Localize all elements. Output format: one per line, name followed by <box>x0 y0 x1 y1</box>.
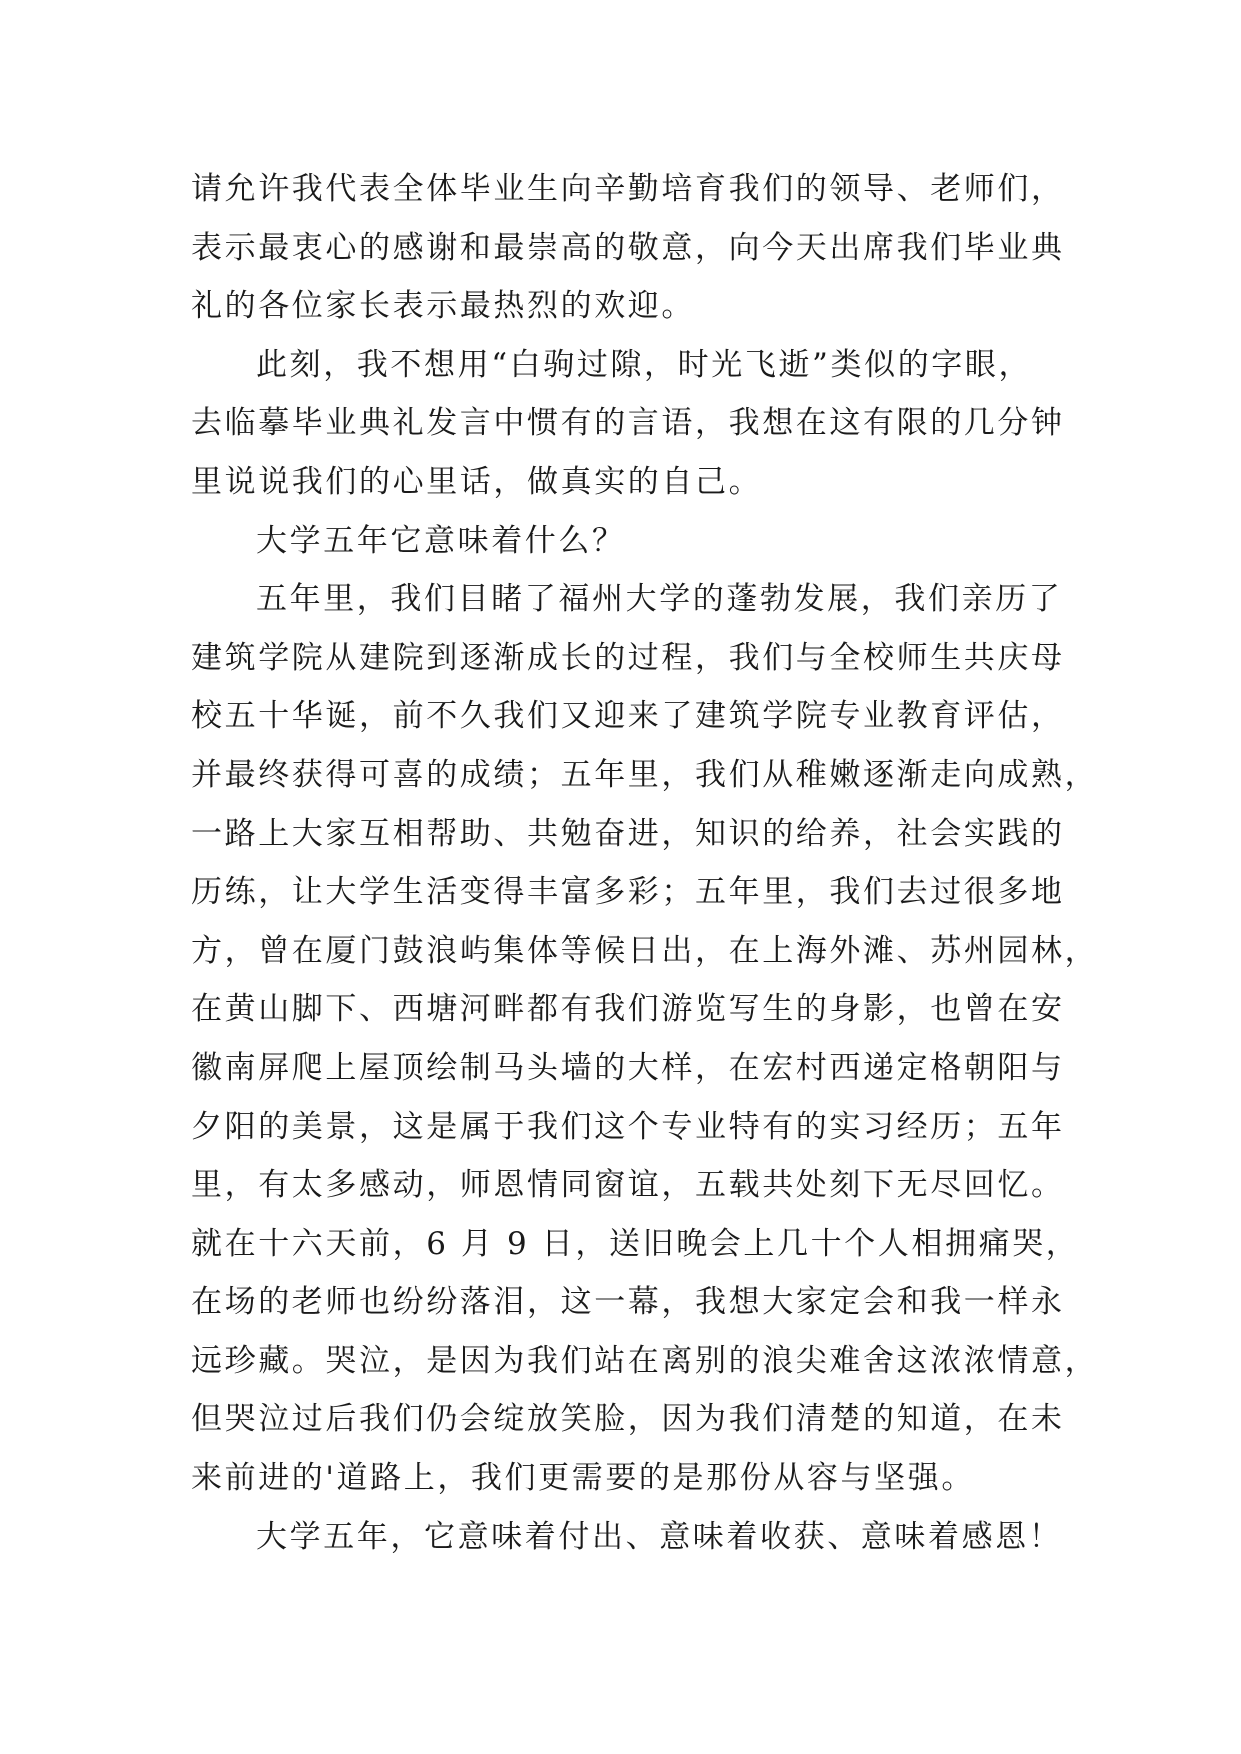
text-line: 方，曾在厦门鼓浪屿集体等候日出，在上海外滩、苏州园林， <box>191 932 1099 969</box>
text-line: 就在十六天前，6 月 9 日，送旧晚会上几十个人相拥痛哭， <box>191 1225 1080 1262</box>
text-line: 去临摹毕业典礼发言中惯有的言语，我想在这有限的几分钟 <box>191 405 1065 442</box>
text-line: 徽南屏爬上屋顶绘制马头墙的大样，在宏村西递定格朝阳与 <box>191 1049 1065 1086</box>
text-line: 里，有太多感动，师恩情同窗谊，五载共处刻下无尽回忆。 <box>191 1167 1065 1204</box>
text-line: 请允许我代表全体毕业生向辛勤培育我们的领导、老师们， <box>191 171 1065 207</box>
text-line: 校五十华诞，前不久我们又迎来了建筑学院专业教育评估， <box>191 698 1065 735</box>
text-line: 并最终获得可喜的成绩；五年里，我们从稚嫩逐渐走向成熟， <box>191 756 1099 793</box>
speech-body <box>191 160 1099 1566</box>
text-line: 远珍藏。哭泣，是因为我们站在离别的浪尖难舍这浓浓情意， <box>191 1342 1099 1379</box>
text-line: 一路上大家互相帮助、共勉奋进，知识的给养，社会实践的 <box>191 815 1065 852</box>
closing-line: 大学五年，它意味着付出、意味着收获、意味着感恩！ <box>256 1518 1063 1555</box>
paragraph-start-line: 此刻，我不想用“白驹过隙，时光飞逝”类似的字眼， <box>256 346 1033 383</box>
text-line: 夕阳的美景，这是属于我们这个专业特有的实习经历；五年 <box>191 1108 1065 1145</box>
text-line: 建筑学院从建院到逐渐成长的过程，我们与全校师生共庆母 <box>191 639 1065 676</box>
text-line: 里说说我们的心里话，做真实的自己。 <box>191 463 763 500</box>
paragraph-start-line: 五年里，我们目睹了福州大学的蓬勃发展，我们亲历了 <box>256 581 1063 618</box>
text-line: 礼的各位家长表示最热烈的欢迎。 <box>191 288 695 325</box>
text-line: 在场的老师也纷纷落泪，这一幕，我想大家定会和我一样永 <box>191 1284 1065 1321</box>
text-line: 表示最衷心的感谢和最崇高的敬意，向今天出席我们毕业典 <box>191 229 1065 266</box>
text-line: 历练，让大学生活变得丰富多彩；五年里，我们去过很多地 <box>191 874 1065 911</box>
question-heading-line: 大学五年它意味着什么？ <box>256 522 626 559</box>
text-line: 但哭泣过后我们仍会绽放笑脸，因为我们清楚的知道，在未 <box>191 1401 1065 1438</box>
text-line: 在黄山脚下、西塘河畔都有我们游览写生的身影，也曾在安 <box>191 991 1065 1028</box>
text-line: 来前进的'道路上，我们更需要的是那份从容与坚强。 <box>191 1460 975 1497</box>
